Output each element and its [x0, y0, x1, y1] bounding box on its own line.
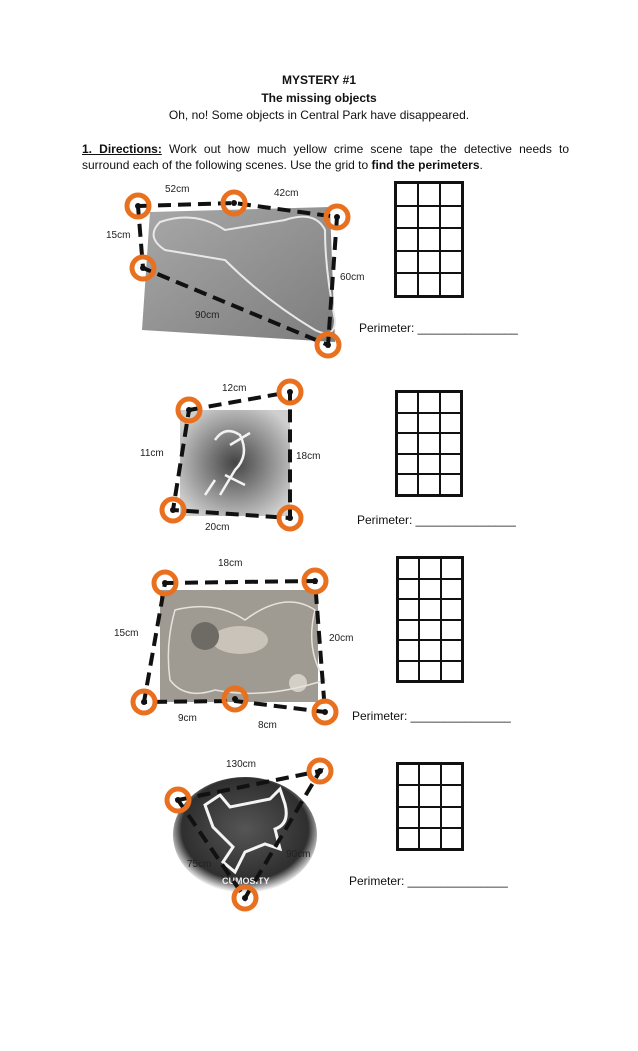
side-label: 20cm: [329, 633, 354, 644]
side-label: 15cm: [106, 230, 131, 241]
intro-text: Oh, no! Some objects in Central Park have disappeared.: [168, 108, 470, 122]
directions-bold: find the perimeters: [371, 158, 480, 172]
side-label: 12cm: [222, 383, 247, 394]
side-label: 18cm: [218, 558, 243, 569]
page-title: MYSTERY #1: [281, 73, 357, 87]
side-label: 18cm: [296, 451, 321, 462]
perimeter-answer[interactable]: Perimeter: _______________: [359, 321, 518, 335]
perimeter-answer[interactable]: Perimeter: _______________: [352, 709, 511, 723]
side-label: 8cm: [258, 720, 277, 731]
side-label: 75cm: [187, 859, 212, 870]
side-label: 60cm: [340, 272, 365, 283]
answer-grid[interactable]: [396, 762, 464, 851]
directions-text: Work out how much yellow crime scene tape the detective needs to surround each of the following scenes. Use the grid to: [82, 142, 569, 172]
photo-caption: CUMOSITY: [222, 876, 270, 886]
side-label: 15cm: [114, 628, 139, 639]
side-label: 90cm: [286, 849, 311, 860]
side-label: 52cm: [165, 184, 190, 195]
directions: 1. Directions: Work out how much yellow crime scene tape the detective needs to surround each of the following scenes. Use the grid to find the perimeters.: [82, 142, 569, 172]
directions-lead: 1. Directions:: [82, 142, 162, 156]
side-label: 42cm: [274, 188, 299, 199]
side-label: 20cm: [205, 522, 230, 533]
page-subtitle: The missing objects: [261, 91, 377, 105]
perimeter-answer[interactable]: Perimeter: _______________: [357, 513, 516, 527]
side-label: 9cm: [178, 713, 197, 724]
side-label: 90cm: [195, 310, 220, 321]
side-label: 11cm: [140, 448, 164, 459]
side-label: 130cm: [226, 759, 257, 770]
perimeter-answer[interactable]: Perimeter: _______________: [349, 874, 508, 888]
